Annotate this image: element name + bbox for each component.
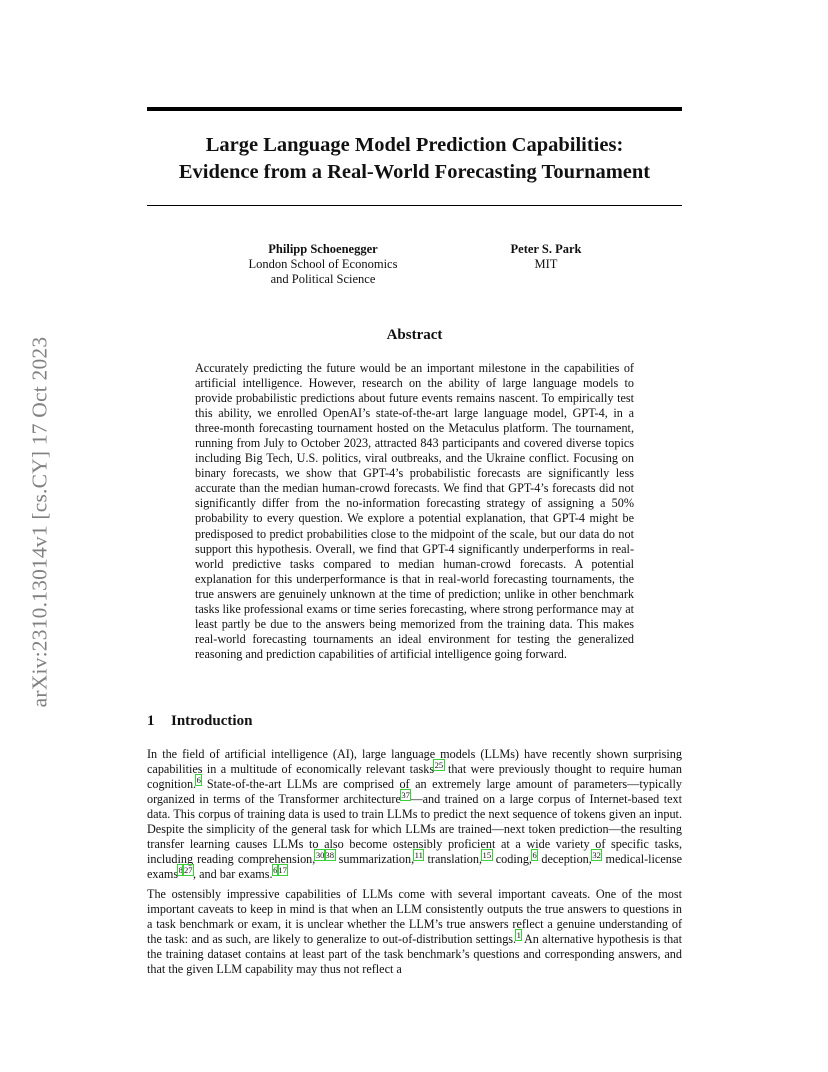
citation-link[interactable]: 32 — [592, 850, 601, 861]
citation-link[interactable]: 27 — [183, 865, 193, 876]
title-line-1: Large Language Model Prediction Capabilities: — [205, 134, 624, 156]
paragraph-text: that were previously thought to require human cognition. — [147, 762, 682, 792]
paragraph-text: medical-license exams — [147, 852, 682, 882]
author-affiliation: and Political Science — [270, 272, 376, 286]
citation-link[interactable]: 8 — [178, 865, 183, 876]
author-block-2 — [490, 242, 602, 272]
author-affiliation: MIT — [534, 257, 558, 271]
author-affiliation: London School of Economics — [248, 257, 398, 271]
abstract-text: Accurately predicting the future would be an important milestone in the capabilities of artificial intelligence. However, research on the ability of large language models to provide probabilistic predictions about future events remains nascent. To empirically test this ability, we enrolled OpenAI’s state-of-the-art large language model, GPT-4, in a three-month forecasting tournament hosted on the Metaculus platform. The tournament, running from July to October 2023, attracted 843 participants and covered diverse topics including Big Tech, U.S. politics, viral outbreaks, and the Ukraine conflict. Focusing on binary forecasts, we show that GPT-4’s probabilistic forecasts are significantly less accurate than the median human-crowd forecasts. We find that GPT-4’s forecasts did not significantly differ from the no-information forecasting strategy of assigning a 50% probability to every question. We explore a potential explanation, that GPT-4 might be predisposed to predict probabilities close to the midpoint of the scale, but our data do not support this hypothesis. Overall, we find that GPT-4 significantly underperforms in real-world predictive tasks compared to median human-crowd forecasts. A potential explanation for this underperformance is that in real-world forecasting tournaments, the true answers are genuinely unknown at the time of prediction; unlike in other benchmark tasks like professional exams or time series forecasting, where strong performance may at least partly be due to the answers being memorized from the training data. This makes real-world forecasting tournaments an ideal environment for testing the generalized reasoning and prediction capabilities of artificial intelligence going forward. — [195, 361, 634, 661]
intro-paragraph-2 — [147, 887, 682, 977]
section-heading-introduction — [147, 713, 252, 730]
paragraph-text: , and bar exams. — [193, 867, 273, 882]
title-rule-top — [147, 107, 682, 111]
citation-link[interactable]: 37 — [401, 790, 410, 801]
title-line-2: Evidence from a Real-World Forecasting Tournament — [178, 161, 651, 183]
citation-link[interactable]: 17 — [278, 865, 287, 876]
citation-link[interactable]: 6 — [532, 850, 537, 861]
citation-link[interactable]: 11 — [414, 850, 423, 861]
abstract-heading: Abstract — [386, 327, 443, 343]
intro-paragraph-1 — [147, 747, 682, 882]
citation-link[interactable]: 6 — [196, 775, 201, 786]
citation-link[interactable]: 30 — [315, 850, 325, 861]
title-rule-bottom — [147, 205, 682, 206]
section-number: 1 — [147, 713, 155, 729]
paragraph-text: summarization, — [334, 852, 415, 867]
author-name: Philipp Schoenegger — [268, 242, 378, 256]
paragraph-text: —and trained on a large corpus of Internet-based text data. This corpus of training data is used to train LLMs to predict the next sequence of tokens given an input. Despite the simplicity of the general task for which LLMs are trained—next token prediction—the resulting transfer learning causes LLMs to also become ostensibly proficient at a wide variety of specific tasks, including reading comprehension, — [147, 792, 682, 867]
citation-link[interactable]: 38 — [325, 850, 335, 861]
paragraph-text: coding, — [491, 852, 532, 867]
author-block-1 — [230, 242, 416, 287]
paragraph-text: translation, — [423, 852, 483, 867]
citation-link[interactable]: 6 — [273, 865, 278, 876]
citation-link[interactable]: 15 — [482, 850, 492, 861]
paragraph-text: The ostensibly impressive capabilities of LLMs come with several important caveats. One of the most important caveats to keep in mind is that when an LLM consistently outputs the true answers to questions in a task benchmark or exam, it is unclear whether the LLM’s true answers reflect a genuine understanding of the task: and as such, are likely to generalize to out-of-distribution settings. — [147, 887, 682, 947]
author-name: Peter S. Park — [510, 242, 582, 256]
paragraph-text: deception, — [537, 852, 592, 867]
paper-title — [147, 132, 682, 186]
arxiv-identifier-stamp: arXiv:2310.13014v1 [cs.CY] 17 Oct 2023 — [27, 336, 52, 708]
paragraph-text: In the field of artificial intelligence (AI), large language models (LLMs) have recently shown surprising capabilities in a multitude of economically relevant tasks — [147, 747, 682, 777]
paragraph-text: An alternative hypothesis is that the training dataset contains at least part of the task benchmark’s questions and corresponding answers, and that the given LLM capability may thus not reflect a — [147, 932, 682, 977]
citation-link[interactable]: 1 — [516, 930, 521, 941]
paragraph-text: State-of-the-art LLMs are comprised of an extremely large amount of parameters—typically organized in terms of the Transformer architecture — [147, 777, 682, 807]
section-title: Introduction — [171, 713, 253, 729]
citation-link[interactable]: 25 — [434, 759, 444, 770]
